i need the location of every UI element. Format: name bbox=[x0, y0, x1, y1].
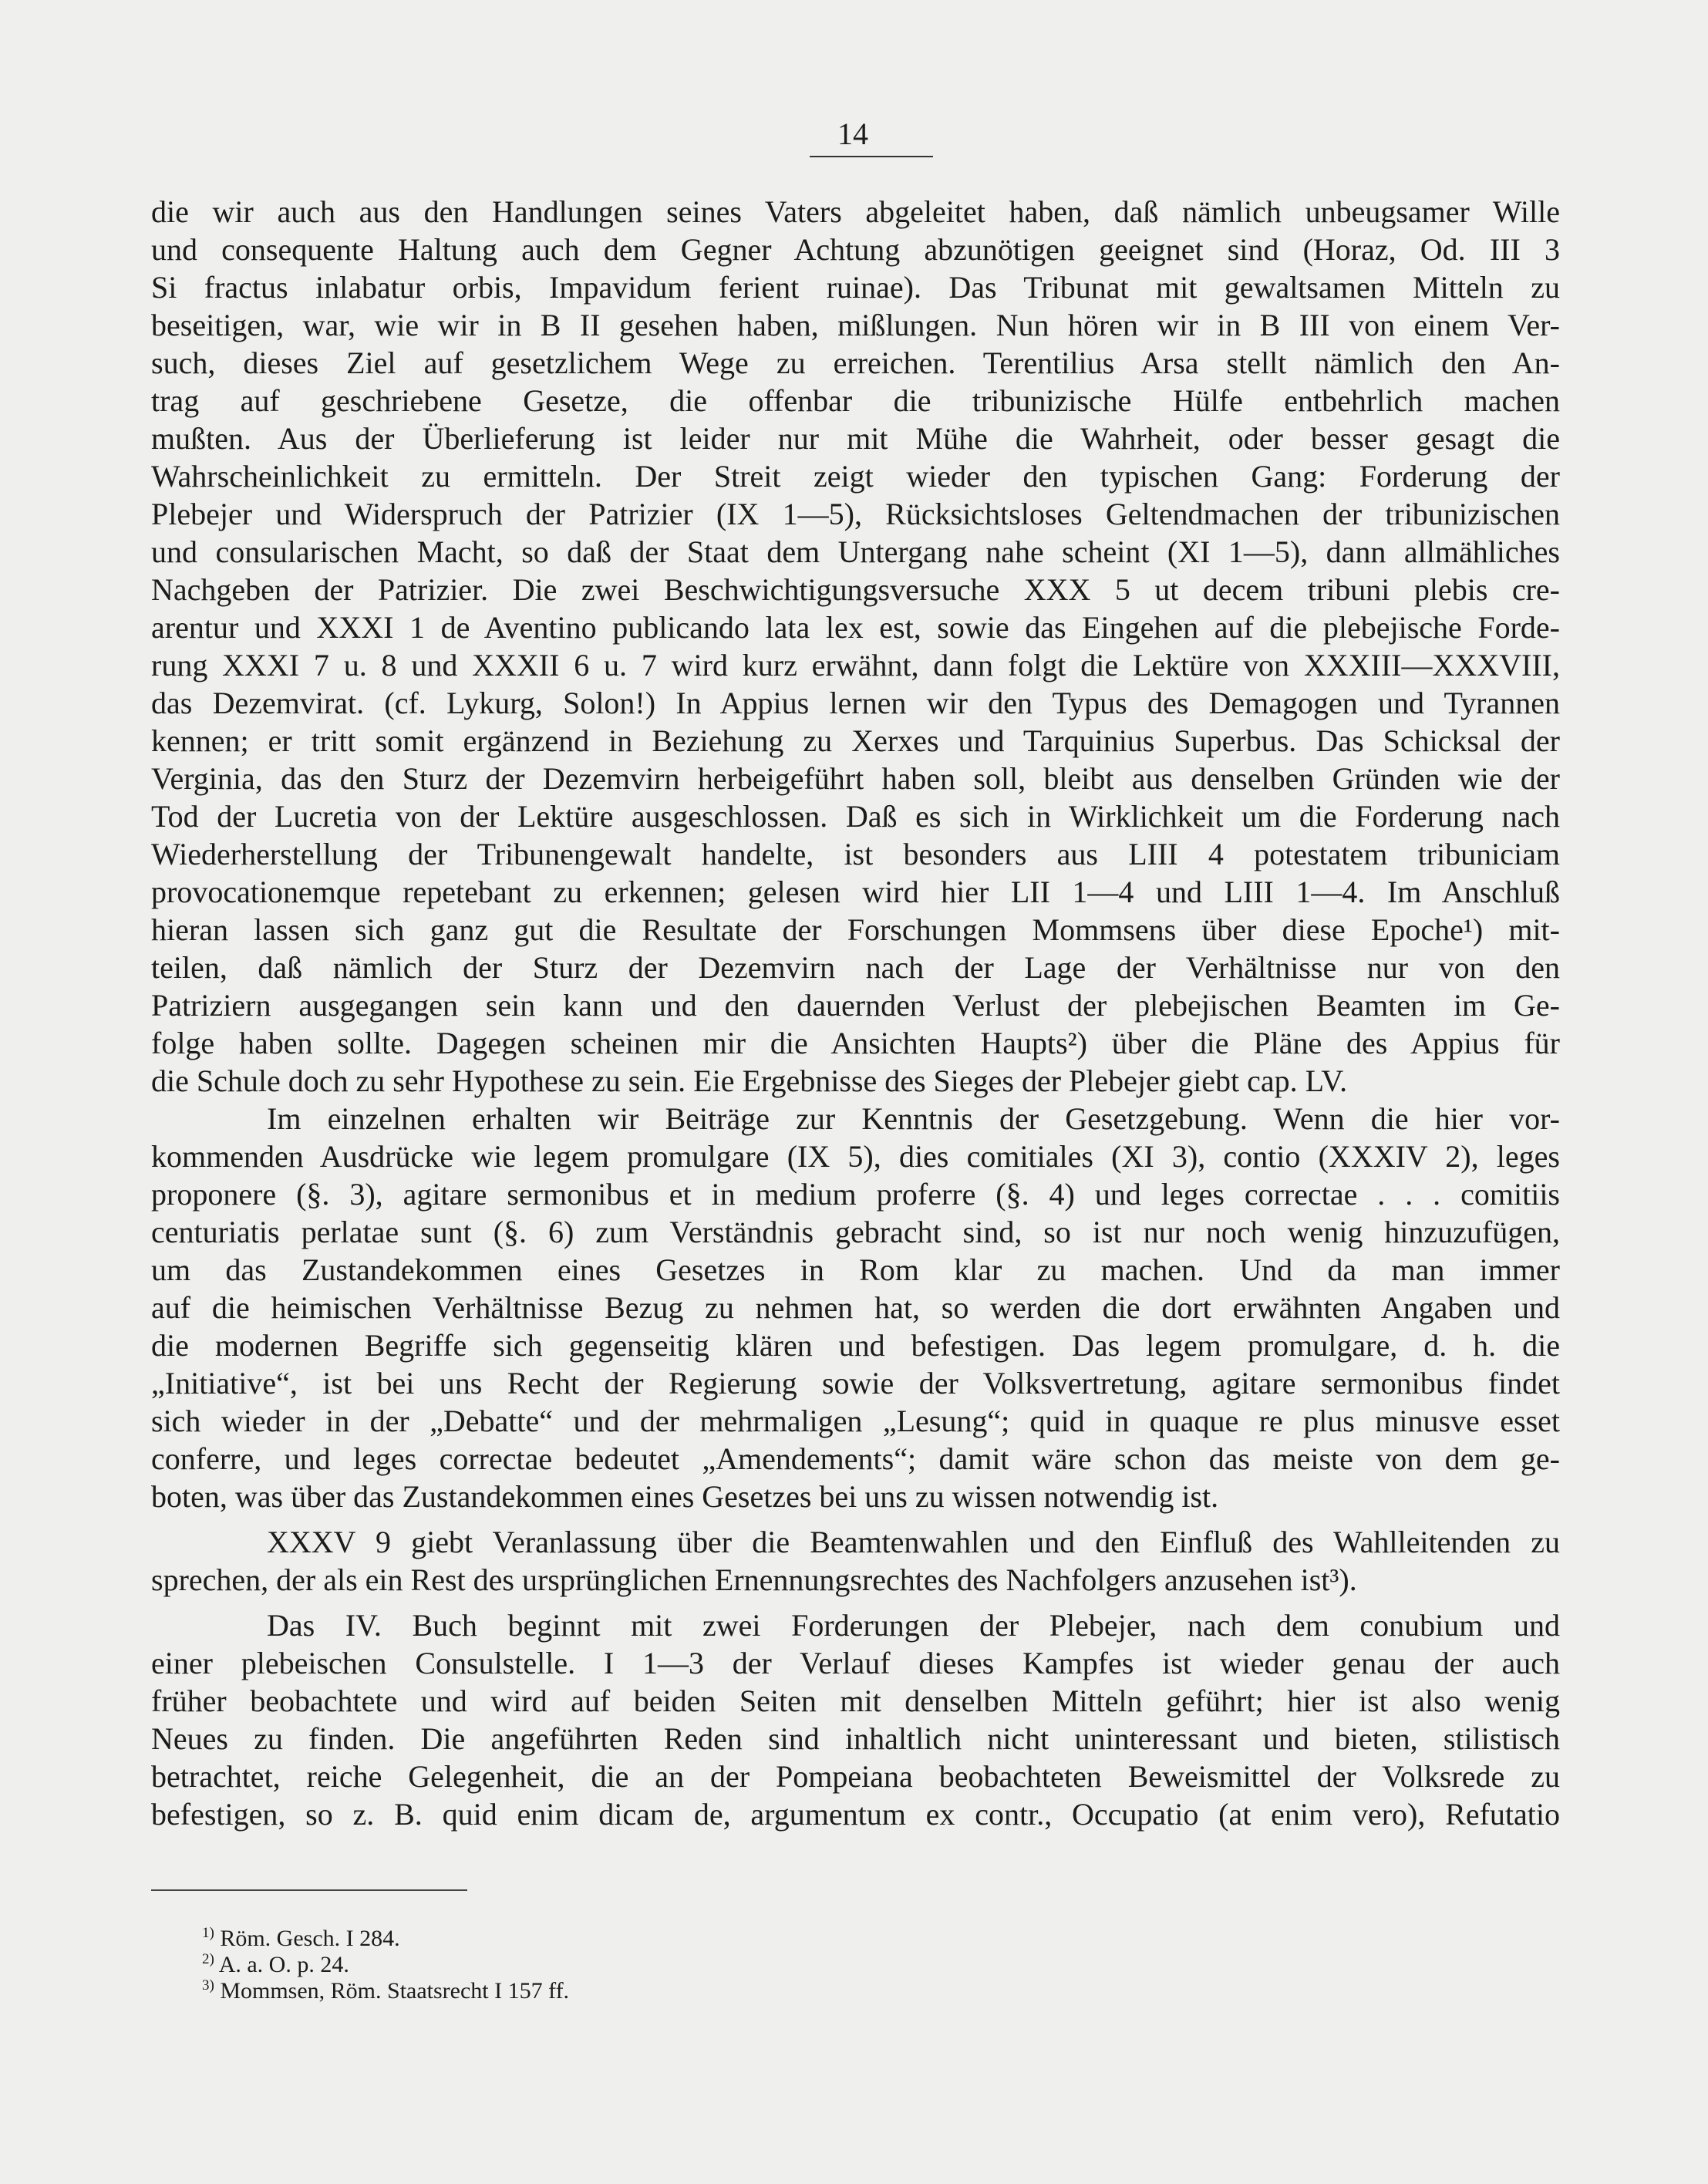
text-line: befestigen, so z. B. quid enim dicam de, argumentum ex contr., Occupatio (at enim vero), Refutatio bbox=[151, 1797, 1560, 1832]
text-line: Das IV. Buch beginnt mit zwei Forderungen der Plebejer, nach dem conubium und bbox=[267, 1608, 1560, 1643]
footnote-mark: 1 bbox=[202, 1925, 210, 1941]
footnote-text: A. a. O. p. 24. bbox=[218, 1952, 349, 1977]
footnote: $^{3)}$ Mommsen, Röm. Staatsrecht I 157 ff. bbox=[202, 1977, 570, 2004]
text-line: um das Zustandekommen eines Gesetzes in Rom klar zu machen. Und da man immer bbox=[151, 1252, 1560, 1287]
text-line: Tod der Lucretia von der Lektüre ausgeschlossen. Daß es sich in Wirklichkeit um die Forderung nach bbox=[151, 799, 1560, 834]
body-text bbox=[151, 193, 1560, 1833]
text-line: das Dezemvirat. (cf. Lykurg, Solon!) In Appius lernen wir den Typus des Demagogen und Tyrannen bbox=[151, 686, 1560, 720]
text-line: einer plebeischen Consulstelle. I 1—3 der Verlauf dieses Kampfes ist wieder genau der auch bbox=[151, 1646, 1560, 1680]
footnote-text: Röm. Gesch. I 284. bbox=[220, 1926, 400, 1951]
text-line: mußten. Aus der Überlieferung ist leider nur mit Mühe die Wahrheit, oder besser gesagt die bbox=[151, 421, 1560, 456]
text-line: auf die heimischen Verhältnisse Bezug zu nehmen hat, so werden die dort erwähnten Angaben und bbox=[151, 1290, 1560, 1325]
footnotes bbox=[202, 1920, 570, 2004]
text-line: kommenden Ausdrücke wie legem promulgare (IX 5), dies comitiales (XI 3), contio (XXXIV 2), leges bbox=[151, 1139, 1560, 1174]
text-line: betrachtet, reiche Gelegenheit, die an der Pompeiana beobachteten Beweismittel der Volksrede zu bbox=[151, 1759, 1560, 1794]
footnote-text: Mommsen, Röm. Staatsrecht I 157 ff. bbox=[220, 1978, 570, 2004]
footnote: $^{2)}$ A. a. O. p. 24. bbox=[202, 1951, 349, 1977]
text-line: Si fractus inlabatur orbis, Impavidum ferient ruinae). Das Tribunat mit gewaltsamen Mitteln zu bbox=[151, 270, 1560, 305]
text-line: die wir auch aus den Handlungen seines Vaters abgeleitet haben, daß nämlich unbeugsamer Wille bbox=[151, 194, 1560, 229]
text-line: Neues zu finden. Die angeführten Reden sind inhaltlich nicht uninteressant und bieten, stilistisch bbox=[151, 1721, 1560, 1756]
text-line: Verginia, das den Sturz der Dezemvirn herbeigeführt haben soll, bleibt aus denselben Gründen wie der bbox=[151, 761, 1560, 796]
text-line: rung XXXI 7 u. 8 und XXXII 6 u. 7 wird kurz erwähnt, dann folgt die Lektüre von XXXIII—XXXVIII, bbox=[151, 648, 1560, 682]
text-line: und consularischen Macht, so daß der Staat dem Untergang nahe scheint (XI 1—5), dann allmähliches bbox=[151, 534, 1560, 569]
text-line: proponere (§. 3), agitare sermonibus et in medium proferre (§. 4) und leges correctae . . . comitiis bbox=[151, 1177, 1560, 1212]
text-line: hieran lassen sich ganz gut die Resultate der Forschungen Mommsens über diese Epoche¹) mit- bbox=[151, 912, 1560, 947]
footnote-mark: 2 bbox=[202, 1951, 210, 1967]
footnote-rule bbox=[151, 1889, 467, 1891]
text-line: trag auf geschriebene Gesetze, die offenbar die tribunizische Hülfe entbehrlich machen bbox=[151, 383, 1560, 418]
text-line: Wiederherstellung der Tribunengewalt handelte, ist besonders aus LIII 4 potestatem tribuniciam bbox=[151, 837, 1560, 871]
text-line: centuriatis perlatae sunt (§. 6) zum Verständnis gebracht sind, so ist nur noch wenig hinzuzufügen, bbox=[151, 1215, 1560, 1249]
text-line: boten, was über das Zustandekommen eines Gesetzes bei uns zu wissen notwendig ist. bbox=[151, 1479, 1219, 1514]
text-line: Nachgeben der Patrizier. Die zwei Beschwichtigungsversuche XXX 5 ut decem tribuni plebis cre- bbox=[151, 572, 1560, 607]
text-line: die modernen Begriffe sich gegenseitig klären und befestigen. Das legem promulgare, d. h. die bbox=[151, 1328, 1560, 1363]
text-line: früher beobachtete und wird auf beiden Seiten mit denselben Mitteln geführt; hier ist also wenig bbox=[151, 1684, 1560, 1718]
text-line: Patriziern ausgegangen sein kann und den dauernden Verlust der plebejischen Beamten im Ge- bbox=[151, 988, 1560, 1023]
text-line: „Initiative“, ist bei uns Recht der Regierung sowie der Volksvertretung, agitare sermonibus findet bbox=[151, 1366, 1560, 1400]
footnote-mark: 3 bbox=[202, 1977, 210, 1994]
text-line: und consequente Haltung auch dem Gegner Achtung abzunötigen geeignet sind (Horaz, Od. III 3 bbox=[151, 232, 1560, 267]
text-line: provocationemque repetebant zu erkennen; gelesen wird hier LII 1—4 und LIII 1—4. Im Anschluß bbox=[151, 875, 1560, 909]
text-line: kennen; er tritt somit ergänzend in Beziehung zu Xerxes und Tarquinius Superbus. Das Schicksal der bbox=[151, 723, 1560, 758]
text-line: Plebejer und Widerspruch der Patrizier (IX 1—5), Rücksichtsloses Geltendmachen der tribunizischen bbox=[151, 497, 1560, 531]
text-line: conferre, und leges correctae bedeutet „Amendements“; damit wäre schon das meiste von dem ge- bbox=[151, 1441, 1560, 1476]
text-line: die Schule doch zu sehr Hypothese zu sein. Eie Ergebnisse des Sieges der Plebejer giebt cap. LV. bbox=[151, 1063, 1348, 1098]
text-line: beseitigen, war, wie wir in B II gesehen haben, mißlungen. Nun hören wir in B III von einem Ver- bbox=[151, 308, 1560, 342]
text-line: XXXV 9 giebt Veranlassung über die Beamtenwahlen und den Einfluß des Wahlleitenden zu bbox=[267, 1525, 1560, 1559]
text-line: sprechen, der als ein Rest des ursprünglichen Ernennungsrechtes des Nachfolgers anzusehen ist³). bbox=[151, 1562, 1357, 1597]
page-number-rule bbox=[810, 156, 933, 157]
text-line: such, dieses Ziel auf gesetzlichem Wege zu erreichen. Terentilius Arsa stellt nämlich den An- bbox=[151, 345, 1560, 380]
text-line: arentur und XXXI 1 de Aventino publicando lata lex est, sowie das Eingehen auf die plebejische Forde- bbox=[151, 610, 1560, 645]
text-line: Im einzelnen erhalten wir Beiträge zur Kenntnis der Gesetzgebung. Wenn die hier vor- bbox=[267, 1101, 1560, 1136]
text-line: sich wieder in der „Debatte“ und der mehrmaligen „Lesung“; quid in quaque re plus minusve esset bbox=[151, 1404, 1560, 1438]
text-line: folge haben sollte. Dagegen scheinen mir die Ansichten Haupts²) über die Pläne des Appius für bbox=[151, 1026, 1560, 1060]
text-line: teilen, daß nämlich der Sturz der Dezemvirn nach der Lage der Verhältnisse nur von den bbox=[151, 950, 1560, 985]
footnote: $^{1)}$ Röm. Gesch. I 284. bbox=[202, 1925, 400, 1951]
text-line: Wahrscheinlichkeit zu ermitteln. Der Streit zeigt wieder den typischen Gang: Forderung der bbox=[151, 459, 1560, 494]
page-number: 14 bbox=[837, 116, 868, 151]
